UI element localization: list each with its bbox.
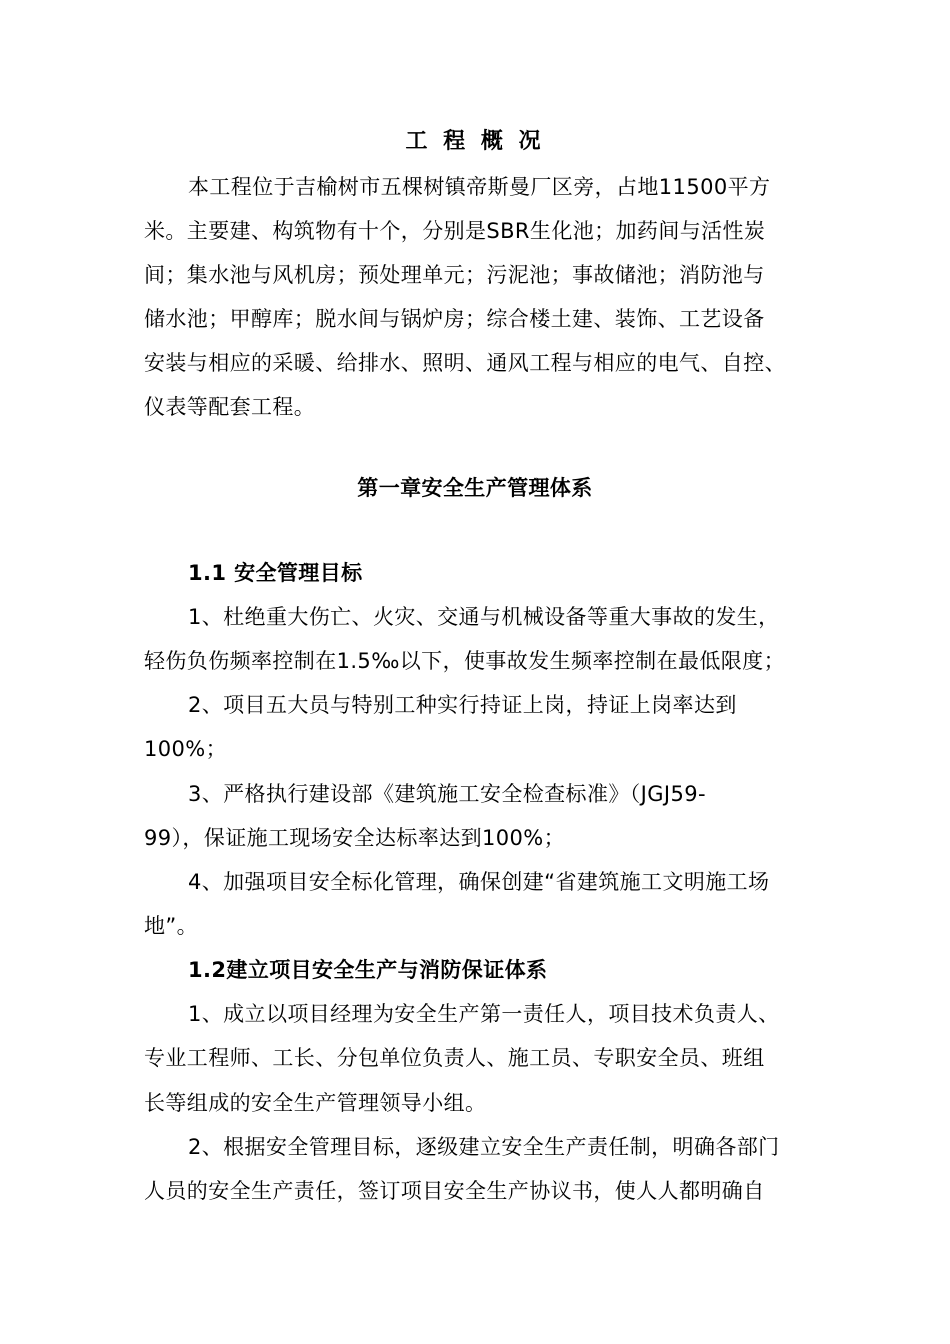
section-line: 2、根据安全管理目标，逐级建立安全生产责任制，明确各部门 [188,1135,780,1159]
overview-line: 米。主要建、构筑物有十个，分别是SBR生化池；加药间与活性炭 [144,219,766,243]
section-heading: 1.2建立项目安全生产与消防保证体系 [188,958,548,982]
section-line: 地”。 [144,914,199,938]
section-line: 99），保证施工现场安全达标率达到100%； [144,826,566,850]
section-line: 1、成立以项目经理为安全生产第一责任人，项目技术负责人、 [188,1002,780,1026]
overview-line: 储水池；甲醇库；脱水间与锅炉房；综合楼土建、装饰、工艺设备 [144,307,765,331]
document-title: 工 程 概 况 [405,129,545,154]
section-line: 1、杜绝重大伤亡、火灾、交通与机械设备等重大事故的发生， [188,605,780,629]
overview-line: 本工程位于吉榆树市五棵树镇帝斯曼厂区旁，占地11500平方 [188,175,771,199]
section-line: 2、项目五大员与特别工种实行持证上岗，持证上岗率达到 [188,693,737,717]
chapter-title: 第一章安全生产管理体系 [357,476,593,500]
section-heading: 1.1 安全管理目标 [188,561,363,585]
section-line: 3、严格执行建设部《建筑施工安全检查标准》（JGJ59- [188,782,707,806]
overview-line: 安装与相应的采暖、给排水、照明、通风工程与相应的电气、自控、 [144,351,786,375]
section-line: 4、加强项目安全标化管理，确保创建“省建筑施工文明施工场 [188,870,770,894]
section-line: 长等组成的安全生产管理领导小组。 [144,1091,487,1115]
section-line: 轻伤负伤频率控制在1.5‰以下，使事故发生频率控制在最低限度； [144,649,785,673]
section-line: 100%； [144,737,228,761]
section-line: 人员的安全生产责任，签订项目安全生产协议书，使人人都明确自 [144,1179,765,1203]
section-line: 专业工程师、工长、分包单位负责人、施工员、专职安全员、班组 [144,1046,765,1070]
overview-line: 仪表等配套工程。 [144,395,316,419]
overview-line: 间；集水池与风机房；预处理单元；污泥池；事故储池；消防池与 [144,263,765,287]
